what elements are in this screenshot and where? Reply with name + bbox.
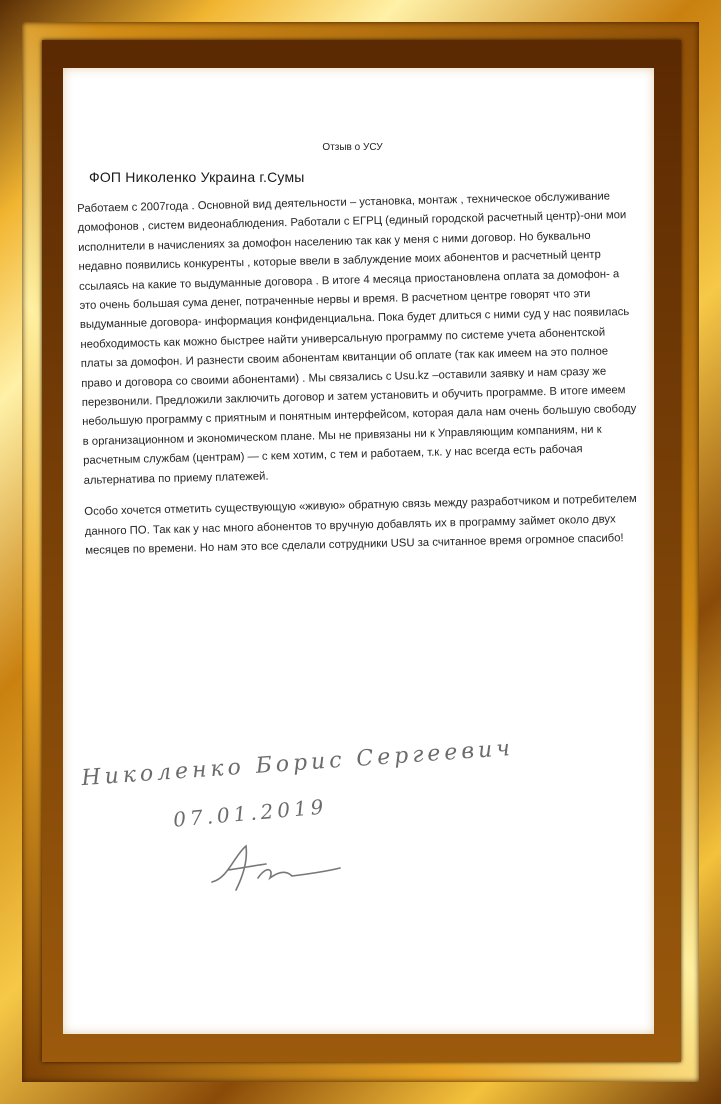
letter-body [77,187,641,561]
paragraph-1: Работаем с 2007года . Основной вид деятельности – установка, монтаж , техническое обслуживание домофонов , систем видеонаблюдения. Работали с ЕГРЦ (единый городской расчетный центр)-они мои исполнители в начислениях за домофон населению так как у меня с ними договор. Но буквально недавно появились конкуренты , которые ввели в заблуждение моих абонентов и расчетный центр ссылаясь на какие то выдуманные договора . В итоге 4 месяца приостановлена оплата за домофон- а это очень большая сума денег, потраченные нервы и время. В расчетном центре говорят что эти выдуманные договора- информация конфиденциальна. Пока будет длиться с ними суд у нас появилась необходимость как можно быстрее найти универсальную программу по системе учета абонентской платы за домофон. И разнести своим абонентам квитанции об оплате (так как имеем на это полное право и договора со своими абонентами) . Мы связались с Usu.kz –оставили заявку и нам сразу же перезвонили. Предложили заключить договор и затем установить и обучить программе. В итоге имеем небольшую программу с приятным и понятным интерфейсом, которая дала нам очень большую свободу в организационном и экономическом плане. Мы не привязаны ни к Управляющим компаниям, ни к расчетным службам (центрам) — с кем хотим, с тем и работаем, т.к. у нас всегда есть рабочая альтернатива по приему платежей. [77,190,637,487]
review-letter [63,68,654,1034]
handwritten-date: 07.01.2019 [172,794,329,832]
signature-scribble [208,838,348,898]
letter-title: Отзыв о УСУ [322,142,383,153]
company-name: ФОП Николенко Украина г.Сумы [89,169,305,185]
paragraph-2: Особо хочется отметить существующую «живую» обратную связь между разработчиком и потребителем данного ПО. Так как у нас много абонентов то вручную добавлять их в программу займет около двух месяцев по времени. Но нам это все сделали сотрудники USU за считанное время огромное спасибо! [84,492,637,557]
handwritten-name: Николенко Борис Сергеевич [80,735,515,792]
